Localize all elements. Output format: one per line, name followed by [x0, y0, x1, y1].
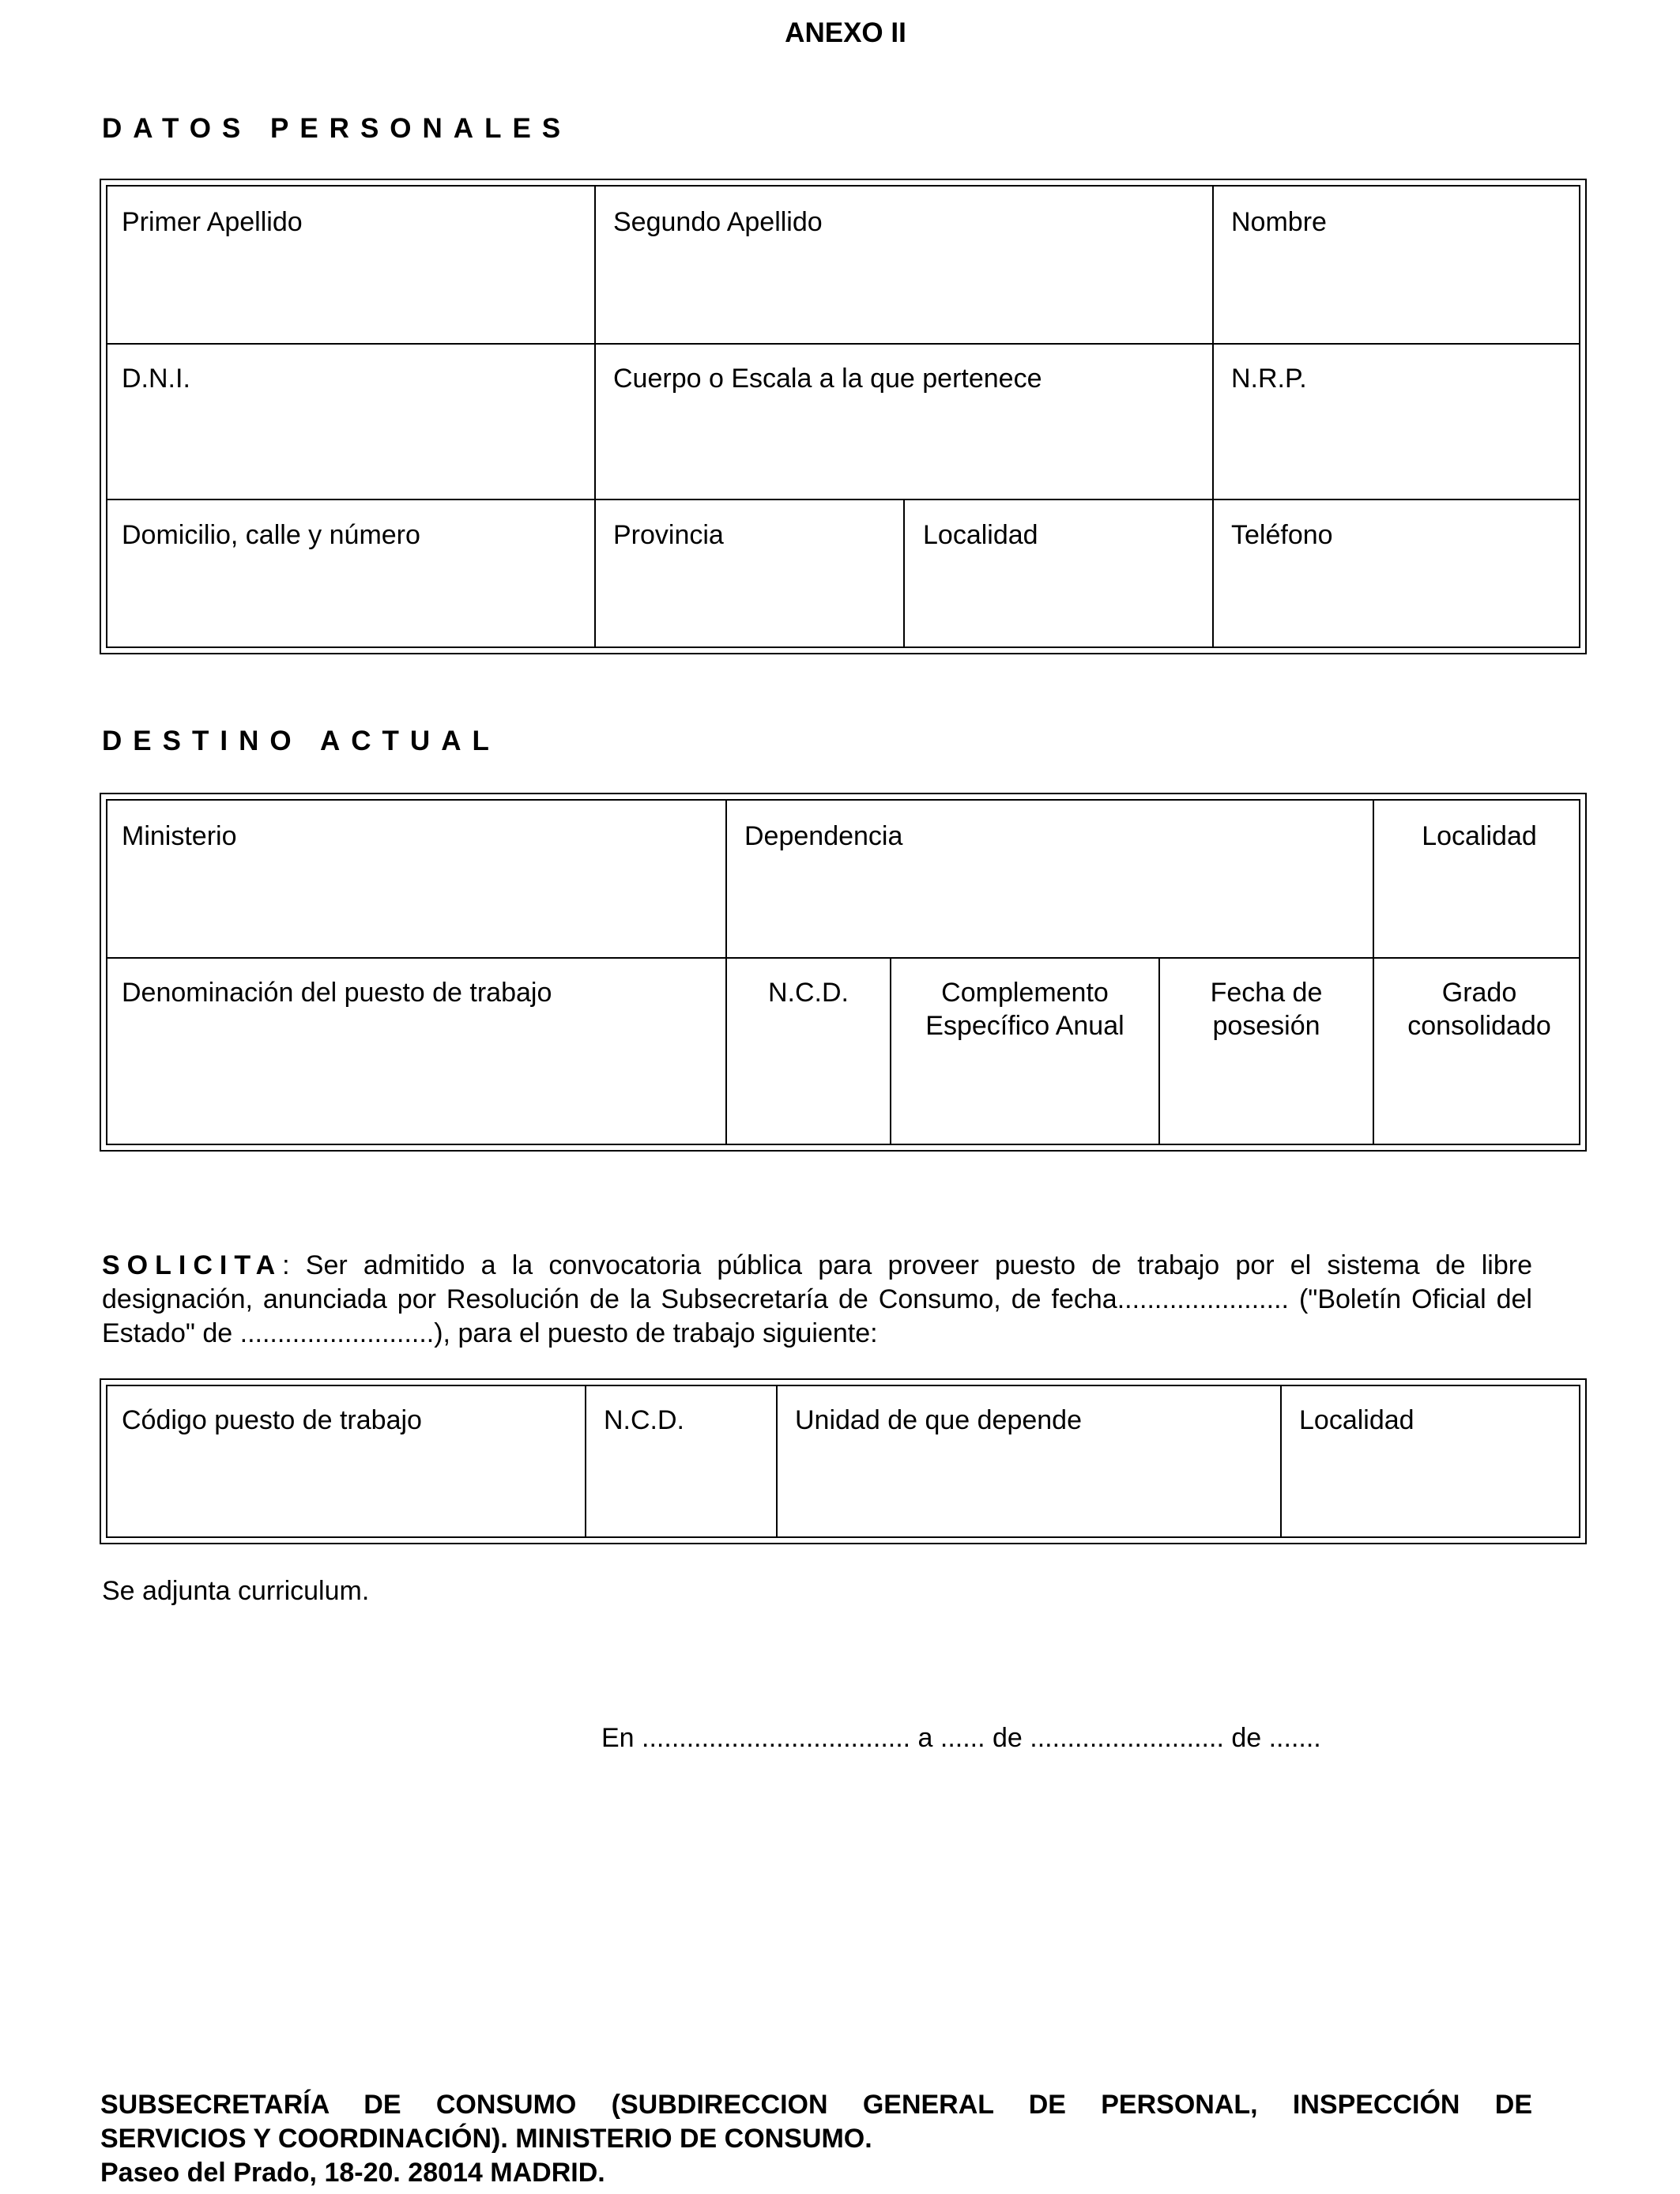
grado-line-2: consolidado: [1407, 1011, 1551, 1041]
fecha-lugar-line[interactable]: En .................................... a ...... de .......................... de .......: [601, 1723, 1321, 1753]
complemento-line-2: Específico Anual: [925, 1011, 1124, 1041]
field-ncd-destino[interactable]: N.C.D.: [768, 978, 849, 1008]
field-localidad-destino[interactable]: Localidad: [1422, 821, 1537, 851]
solicita-paragraph: [102, 1249, 1532, 1351]
datos-personales-table: [100, 179, 1587, 654]
field-primer-apellido[interactable]: Primer Apellido: [122, 207, 303, 237]
solicita-label: SOLICITA: [102, 1250, 283, 1280]
section-heading-datos-personales: DATOS PERSONALES: [102, 113, 572, 144]
field-ncd-puesto[interactable]: N.C.D.: [604, 1405, 684, 1435]
footer-address: [100, 2088, 1532, 2190]
adjunta-curriculum-text: Se adjunta curriculum.: [102, 1576, 370, 1606]
page-title: ANEXO II: [785, 17, 906, 48]
field-provincia[interactable]: Provincia: [613, 520, 724, 550]
field-localidad-puesto[interactable]: Localidad: [1299, 1405, 1414, 1435]
field-segundo-apellido[interactable]: Segundo Apellido: [613, 207, 823, 237]
field-dependencia[interactable]: Dependencia: [744, 821, 903, 851]
field-cuerpo-escala[interactable]: Cuerpo o Escala a la que pertenece: [613, 364, 1042, 394]
complemento-line-1: Complemento: [941, 978, 1109, 1008]
field-ministerio[interactable]: Ministerio: [122, 821, 237, 851]
section-heading-destino-actual: DESTINO ACTUAL: [102, 726, 500, 756]
footer-line-1: SUBSECRETARÍA DE CONSUMO (SUBDIRECCION GENERAL DE PERSONAL, INSPECCIÓN DE: [100, 2090, 1532, 2120]
field-grado-consolidado[interactable]: [1374, 976, 1584, 1042]
field-localidad[interactable]: Localidad: [923, 520, 1038, 550]
field-fecha-posesion[interactable]: [1160, 976, 1373, 1042]
fecha-line-1: Fecha de: [1210, 978, 1323, 1008]
field-unidad-depende[interactable]: Unidad de que depende: [795, 1405, 1082, 1435]
field-nrp[interactable]: N.R.P.: [1231, 364, 1307, 394]
solicita-text: : Ser admitido a la convocatoria pública para proveer puesto de trabajo por el sistema de libre designación, anunciada por Resolución de la Subsecretaría de Consumo, de fecha....................... ("Boletín Oficial del Estado" de ..........................), para el puesto de trabajo siguiente:: [102, 1250, 1532, 1348]
field-denominacion-puesto[interactable]: Denominación del puesto de trabajo: [122, 978, 552, 1008]
field-codigo-puesto[interactable]: Código puesto de trabajo: [122, 1405, 422, 1435]
field-nombre[interactable]: Nombre: [1231, 207, 1327, 237]
grado-line-1: Grado: [1441, 978, 1517, 1008]
puesto-solicitado-table: [100, 1378, 1587, 1544]
destino-actual-table: [100, 793, 1587, 1152]
field-domicilio[interactable]: Domicilio, calle y número: [122, 520, 420, 550]
field-complemento-especifico[interactable]: [891, 976, 1158, 1042]
field-dni[interactable]: D.N.I.: [122, 364, 190, 394]
footer-line-3: Paseo del Prado, 18-20. 28014 MADRID.: [100, 2158, 605, 2188]
field-telefono[interactable]: Teléfono: [1231, 520, 1333, 550]
fecha-line-2: posesión: [1212, 1011, 1320, 1041]
footer-line-2: SERVICIOS Y COORDINACIÓN). MINISTERIO DE CONSUMO.: [100, 2124, 872, 2154]
